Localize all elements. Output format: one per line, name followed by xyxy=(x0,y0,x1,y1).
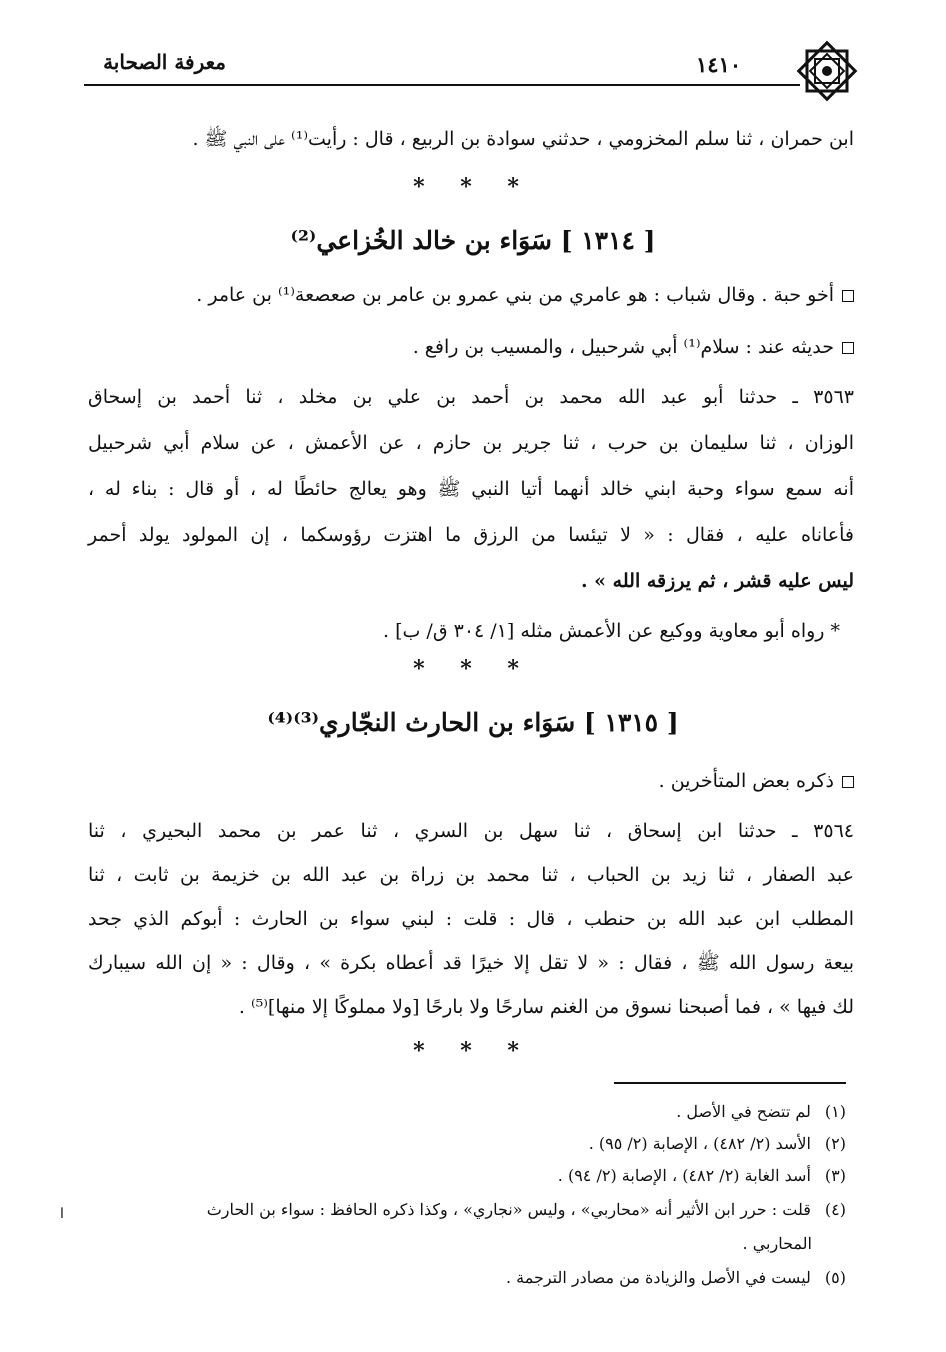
line-text: ذكره بعض المتأخرين . xyxy=(658,770,834,792)
footnote xyxy=(506,1268,846,1287)
footnote-number: (١) xyxy=(824,1102,846,1121)
margin-mark: ا xyxy=(60,1206,64,1222)
text-line: ليس عليه قشر ، ثم يرزقه الله » . xyxy=(580,570,854,592)
text-line: المطلب ابن عبد الله بن حنطب ، قال : قلت : لبني سواء بن الحارث : أبوكم الذي جحد xyxy=(88,908,854,930)
text-line: ٣٥٦٤ ـ حدثنا ابن إسحاق ، ثنا سهل بن السري ، ثنا عمر بن محمد البحيري ، ثنا xyxy=(88,820,854,842)
footnote-continuation: المحاربي . xyxy=(742,1234,812,1253)
octagram-ornament-icon xyxy=(796,40,858,102)
square-bullet-icon xyxy=(842,776,854,788)
page-number: ١٤١٠ xyxy=(696,52,742,77)
text-line: ٣٥٦٣ ـ حدثنا أبو عبد الله محمد بن أحمد بن علي بن مخلد ، ثنا أحمد بن إسحاق xyxy=(88,386,854,408)
text-line: بيعة رسول الله ﷺ ، فقال : « لا تقل إلا خيرًا قد أعطاه بكرة » ، وقال : « إن الله سيبارك xyxy=(88,952,854,974)
footnote-rule xyxy=(614,1082,846,1084)
footnote xyxy=(589,1134,846,1153)
text-line: ابن حمران ، ثنا سلم المخزومي ، حدثني سوادة بن الربيع ، قال : رأيت⁽¹⁾ على النبي ﷺ . xyxy=(192,128,854,150)
text-line: الوزان ، ثنا سليمان بن حرب ، ثنا جرير بن حازم ، عن الأعمش ، عن سلام أبي شرحبيل xyxy=(88,432,854,454)
text-line: أنه سمع سواء وحبة ابني خالد أنهما أتيا النبي ﷺ وهو يعالج حائطًا له ، أو قال : بناء له ، xyxy=(88,478,854,500)
page-header xyxy=(84,40,854,102)
text-line xyxy=(659,770,854,793)
square-bullet-icon xyxy=(842,290,854,302)
text-line: * رواه أبو معاوية ووكيع عن الأعمش مثله [١/ ٣٠٤ ق/ ب] . xyxy=(383,620,840,642)
footnote-text: قلت : حرر ابن الأثير أنه «محاربي» ، وليس «نجاري» ، وكذا ذكره الحافظ : سواء بن الحارث xyxy=(206,1200,811,1219)
footnote xyxy=(676,1102,846,1121)
line-text: حديثه عند : سلام⁽¹⁾ أبي شرحبيل ، والمسيب بن رافع . xyxy=(412,336,834,358)
line-text: أخو حبة . وقال شباب : هو عامري من بني عمرو بن عامر بن صعصعة⁽¹⁾ بن عامر . xyxy=(196,284,834,306)
header-rule xyxy=(84,84,800,86)
footnote-text: ليست في الأصل والزيادة من مصادر الترجمة . xyxy=(505,1268,811,1287)
separator-stars: * * * xyxy=(413,1038,533,1064)
text-line xyxy=(196,284,854,307)
footnote-number: (٣) xyxy=(824,1166,846,1185)
separator-stars: * * * xyxy=(413,656,533,682)
text-line: لك فيها » ، فما أصبحنا نسوق من الغنم سارحًا ولا بارحًا [ولا مملوكًا إلا منها]⁽⁵⁾ . xyxy=(238,996,854,1018)
separator-stars: * * * xyxy=(413,174,533,200)
square-bullet-icon xyxy=(842,342,854,354)
text-line: عبد الصفار ، ثنا زيد بن الحباب ، ثنا محمد بن زراة بن عبد الله بن خزيمة بن ثابت ، ثنا xyxy=(88,864,854,886)
running-title: معرفة الصحابة xyxy=(103,50,226,74)
footnote-number: (٤) xyxy=(824,1200,846,1219)
footnote-text: الأسد (٢/ ٤٨٢) ، الإصابة (٢/ ٩٥) . xyxy=(588,1134,811,1153)
text-line xyxy=(413,336,854,359)
footnote xyxy=(207,1200,846,1219)
footnote-text: أسد الغابة (٢/ ٤٨٢) ، الإصابة (٢/ ٩٤) . xyxy=(557,1166,811,1185)
footnote xyxy=(558,1166,846,1185)
entry-heading-1315: [ ١٣١٥ ] سَوَاء بن الحارث النجّاري⁽³⁾⁽⁴⁾ xyxy=(267,708,679,737)
footnote-text: لم تتضح في الأصل . xyxy=(676,1102,811,1121)
footnote-number: (٢) xyxy=(824,1134,846,1153)
text-line: فأعاناه عليه ، فقال : « لا تيئسا من الرزق ما اهتزت رؤوسكما ، إن المولود يولد أحمر xyxy=(88,524,854,546)
footnote-number: (٥) xyxy=(824,1268,846,1287)
entry-heading-1314: [ ١٣١٤ ] سَوَاء بن خالد الخُزاعي⁽²⁾ xyxy=(290,226,656,255)
